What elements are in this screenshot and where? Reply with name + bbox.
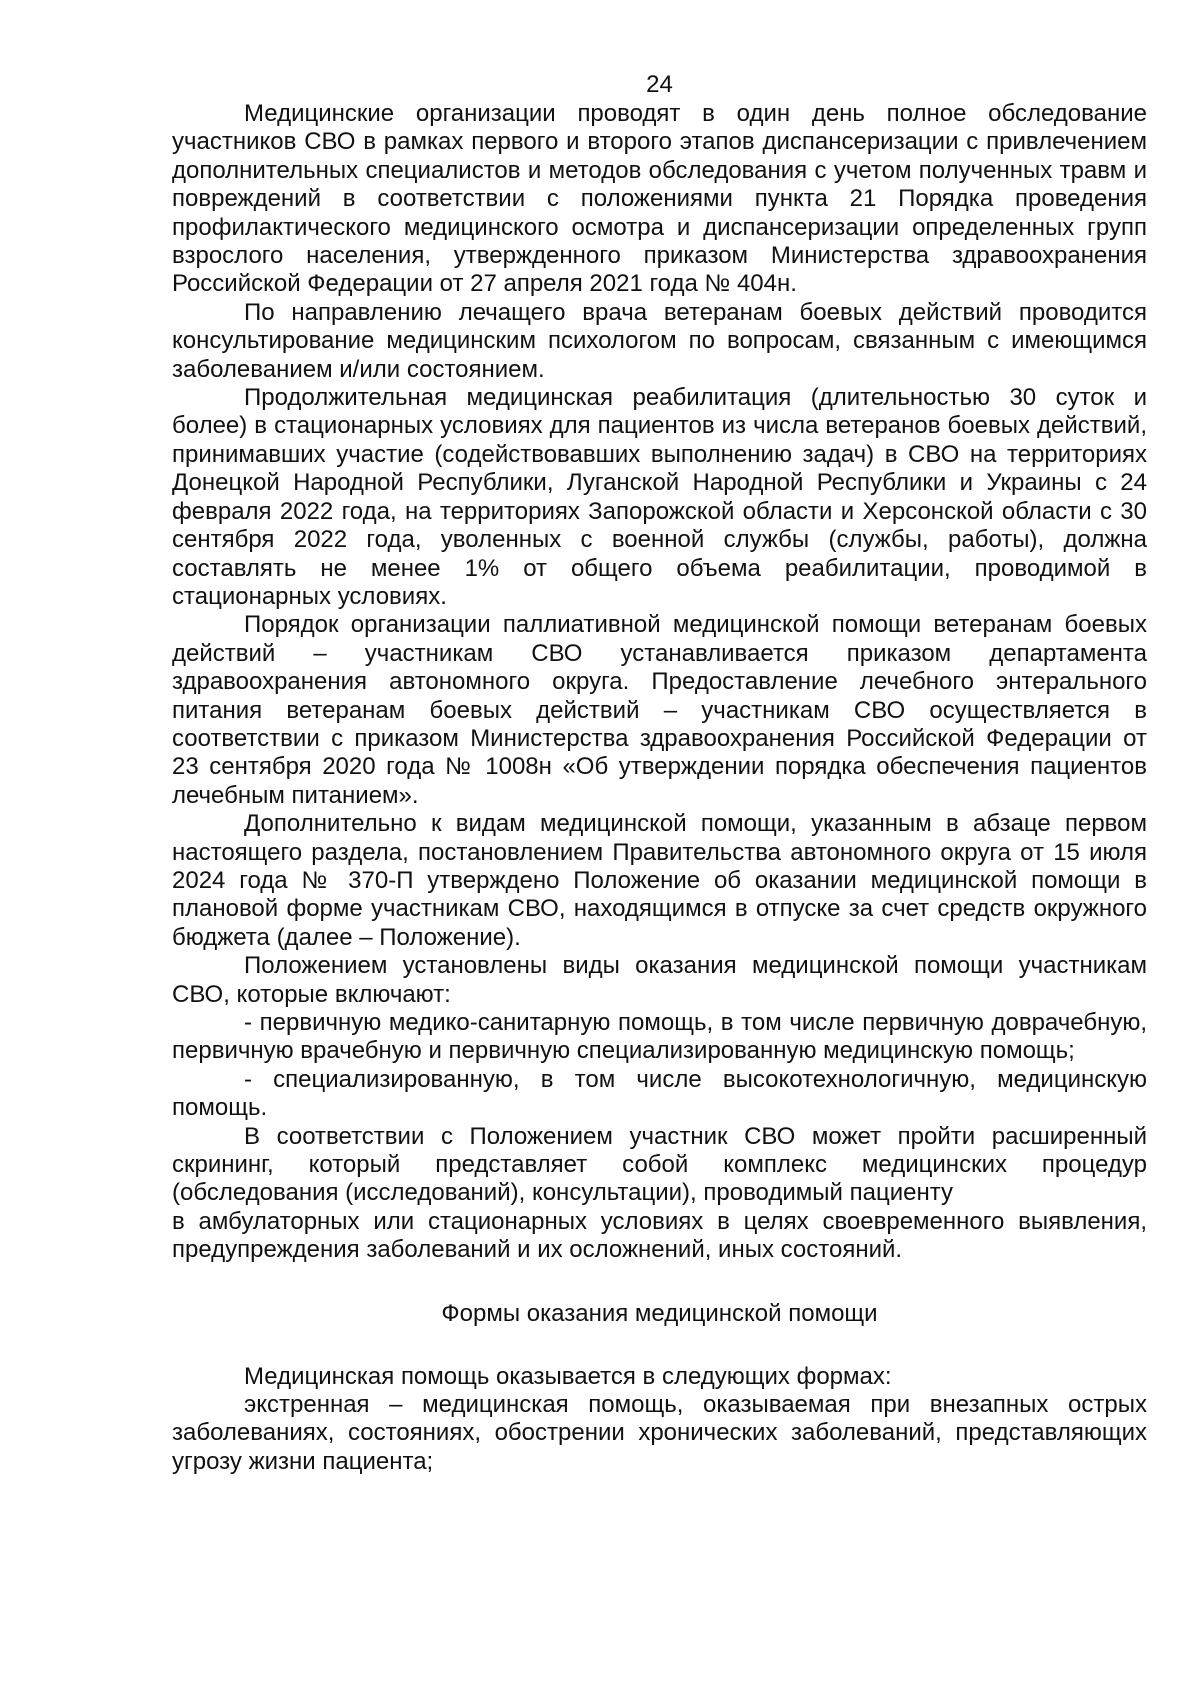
paragraph-extended-screening: В соответствии с Положением участник СВО может пройти расширенный скрининг, который представляет собой комплекс медицинских процедур (обследования (исследований), консультации), проводимый пациенту: [172, 1122, 1147, 1207]
section-heading: Формы оказания медицинской помощи: [441, 1299, 878, 1327]
paragraph-palliative-care: Порядок организации паллиативной медицинской помощи ветеранам боевых действий – участникам СВО устанавливается приказом департамента здравоохранения автономного округа. Предоставление лечебного энтерального питания ветеранам боевых действий – участникам СВО осуществляется в соответствии с приказом Министерства здравоохранения Российской Федерации от 23 сентября 2020 года № 1008н «Об утверждении порядка обеспечения пациентов лечебным питанием».: [172, 611, 1147, 809]
paragraph-psychologist-consultation: По направлению лечащего врача ветеранам боевых действий проводится консультирование медицинским психологом по вопросам, связанным с имеющимся заболеванием и/или состоянием.: [172, 298, 1147, 383]
document-page: [172, 70, 1147, 1476]
list-item-specialized-care: - специализированную, в том числе высокотехнологичную, медицинскую помощь.: [172, 1065, 1147, 1122]
paragraph-care-types-intro: Положением установлены виды оказания медицинской помощи участникам СВО, которые включают:: [172, 952, 1147, 1008]
paragraph-extended-screening-continued: в амбулаторных или стационарных условиях в целях своевременного выявления, предупреждения заболеваний и их осложнений, иных состояний.: [172, 1207, 1147, 1264]
paragraph-medical-examination: Медицинские организации проводят в один день полное обследование участников СВО в рамках первого и второго этапов диспансеризации с привлечением дополнительных специалистов и методов обследования с учетом полученных травм и повреждений в соответствии с положениями пункта 21 Порядка проведения профилактического медицинского осмотра и диспансеризации определенных групп взрослого населения, утвержденного приказом Министерства здравоохранения Российской Федерации от 27 апреля 2021 года № 404н.: [172, 100, 1147, 298]
paragraph-additional-care-regulation: Дополнительно к видам медицинской помощи, указанным в абзаце первом настоящего раздела, постановлением Правительства автономного округа от 15 июля 2024 года № 370-П утверждено Положение об оказании медицинской помощи в плановой форме участникам СВО, находящимся в отпуске за счет средств окружного бюджета (далее – Положение).: [172, 810, 1147, 951]
paragraph-care-forms-intro: Медицинская помощь оказывается в следующих формах:: [244, 1362, 892, 1390]
list-item-primary-care: - первичную медико-санитарную помощь, в том числе первичную доврачебную, первичную врачебную и первичную специализированную медицинскую помощь;: [172, 1009, 1147, 1065]
paragraph-emergency-care: экстренная – медицинская помощь, оказываемая при внезапных острых заболеваниях, состояниях, обострении хронических заболеваний, представляющих угрозу жизни пациента;: [172, 1391, 1147, 1475]
page-number: 24: [646, 71, 673, 98]
paragraph-rehabilitation: Продолжительная медицинская реабилитация (длительностью 30 суток и более) в стационарных условиях для пациентов из числа ветеранов боевых действий, принимавших участие (содействовавших выполнению задач) в СВО на территориях Донецкой Народной Республики, Луганской Народной Республики и Украины с 24 февраля 2022 года, на территориях Запорожской области и Херсонской области с 30 сентября 2022 года, уволенных с военной службы (службы, работы), должна составлять не менее 1% от общего объема реабилитации, проводимой в стационарных условиях.: [172, 384, 1147, 610]
